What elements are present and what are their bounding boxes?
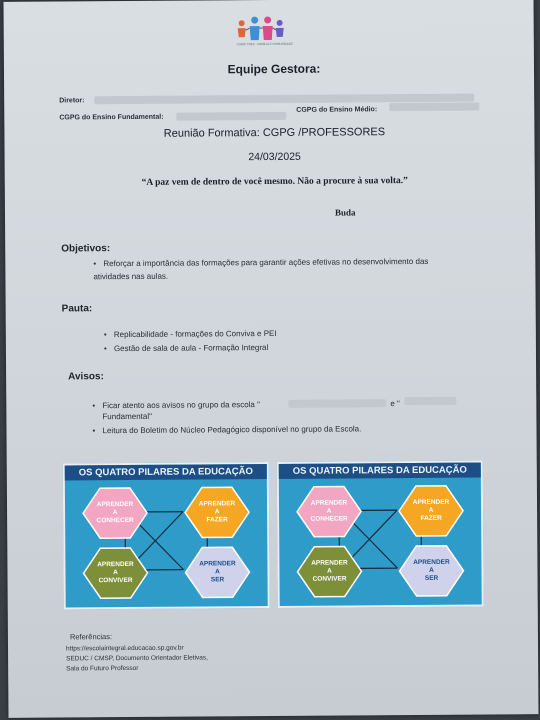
pillars-diagram xyxy=(279,478,482,606)
pauta-item: • Gestão de sala de aula - Formação Integral xyxy=(114,341,268,355)
pillar-ser-line1: APRENDER xyxy=(413,558,450,567)
pillar-conviver-line2: A xyxy=(113,569,118,577)
pauta-item: • Replicabilidade - formações do Conviva e PEI xyxy=(114,327,277,341)
objetivos-item: • Reforçar a importância das formações para garantir ações efetivas no desenvolvimento das xyxy=(103,254,523,270)
pillar-fazer-line3: FAZER xyxy=(206,516,228,524)
quote-author: Buda xyxy=(334,207,356,218)
avisos-item-2: • Leitura do Boletim do Núcleo Pedagógico disponível no grupo da Escola. xyxy=(102,422,361,437)
pillar-fazer-line1: APRENDER xyxy=(198,500,236,508)
meeting-title: Reunião Formativa: CGPG /PROFESSORES xyxy=(163,126,386,140)
cgpg-medio-label: CGPG do Ensino Médio: xyxy=(296,106,378,114)
page-title: Equipe Gestora: xyxy=(227,61,321,77)
avisos-item-1-text: Ficar atento aos avisos no grupo da escola " xyxy=(102,400,260,411)
pillar-fazer-line2: A xyxy=(214,508,220,516)
avisos-item-1-connector: e " xyxy=(390,399,400,409)
meeting-date: 24/03/2025 xyxy=(248,150,301,164)
pillar-conviver-line1: APRENDER xyxy=(97,560,134,569)
pillar-conviver-line1: APRENDER xyxy=(311,559,348,567)
fundamental-group-redacted xyxy=(404,397,456,405)
reference-line: SEDUC / CMSP, Documento Orientador Eletivas, xyxy=(66,654,208,663)
pillar-conviver-line3: CONVIVER xyxy=(312,575,347,583)
quote-text: “A paz vem de dentro de você mesmo. Não a procure à sua volta.” xyxy=(141,176,408,188)
pillar-conviver-line2: A xyxy=(327,567,332,575)
pillar-conhecer-line1: APRENDER xyxy=(96,500,134,509)
pauta-heading: Pauta: xyxy=(61,303,93,315)
pillar-conhecer-line2: A xyxy=(326,507,332,515)
pillar-conhecer-line3: CONHECER xyxy=(96,516,134,525)
director-label: Diretor: xyxy=(59,97,85,105)
pillar-ser-line3: SER xyxy=(424,574,439,582)
pillar-ser-line1: APRENDER xyxy=(199,560,236,568)
pillar-conhecer-line2: A xyxy=(112,509,118,517)
objetivos-item-continuation: atividades nas aulas. xyxy=(93,271,169,282)
reference-line: https://escolaintegral.educacao.sp.gov.br xyxy=(66,644,184,653)
logo-caption: CURIE TRES · FAMÍLIA E COMUNIDADE xyxy=(236,41,293,47)
pillars-title: OS QUATRO PILARES DA EDUCAÇÃO xyxy=(279,463,481,479)
pillars-panel-left xyxy=(63,462,270,609)
cgpg-medio-redacted xyxy=(389,103,479,112)
pillar-conhecer-line3: CONHECER xyxy=(310,515,348,523)
pillar-fazer-line1: APRENDER xyxy=(412,498,450,507)
pillars-panel-right xyxy=(277,461,484,608)
document-page xyxy=(4,0,539,718)
pillar-ser-line2: A xyxy=(429,566,434,574)
pillar-fazer-line2: A xyxy=(428,506,434,514)
reference-line: Sala do Futuro Professor xyxy=(66,664,139,673)
avisos-item-1-continuation: Fundamental" xyxy=(102,411,152,422)
pillar-fazer-line3: FAZER xyxy=(420,514,442,522)
cgpg-fundamental-redacted xyxy=(176,112,286,121)
pillars-diagram xyxy=(65,479,268,607)
avisos-heading: Avisos: xyxy=(68,371,104,383)
objetivos-heading: Objetivos: xyxy=(61,243,111,255)
school-group-redacted xyxy=(288,399,386,408)
pillar-conviver-line3: CONVIVER xyxy=(98,576,133,585)
pillar-ser-line3: SER xyxy=(210,576,225,584)
pillar-conhecer-line1: APRENDER xyxy=(310,499,348,507)
references-heading: Referências: xyxy=(69,632,113,642)
cgpg-fundamental-label: CGPG do Ensino Fundamental: xyxy=(59,113,164,122)
pillars-title: OS QUATRO PILARES DA EDUCAÇÃO xyxy=(65,464,267,480)
pillar-ser-line2: A xyxy=(215,568,220,576)
